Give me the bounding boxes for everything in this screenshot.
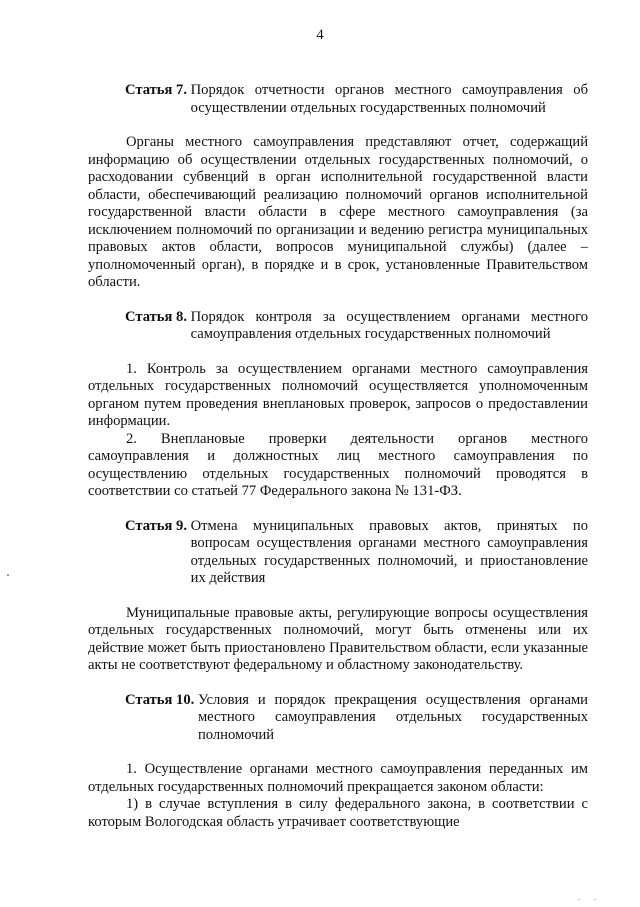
scan-speck [7,574,9,576]
article-9-heading [88,518,588,588]
article-9-paragraph-1: Муниципальные правовые акты, регулирующие вопросы осуществления отдельных государственных полномочий, могут быть отменены или их действие может быть приостановлено Правительством области, если указанные акты не соответствуют федеральному и областному законодательству. [88,604,588,673]
article-7-paragraph-1: Органы местного самоуправления представляют отчет, содержащий информацию об осуществлении отдельных государственных полномочий, о расходовании субвенций в орган исполнительной государственной власти области, обеспечивающий реализацию полномочий органов исполнительной государственной власти области в сфере местного самоуправления (за исключением полномочий по организации и ведению регистра муниципальных правовых актов области, вопросов муниципальной службы) (далее – уполномоченный орган), в порядке и в срок, установленные Правительством области. [88,134,588,290]
article-8-heading [88,309,588,344]
article-10-label: Статья 10. [125,691,198,708]
article-10-title: Условия и порядок прекращения осуществления органами местного самоуправления отдельных государственных полномочий [197,691,588,743]
article-8-paragraph-2: 2. Внеплановые проверки деятельности органов местного самоуправления и должностных лиц местного самоуправления по осуществлению отдельных государственных полномочий проводятся в соответствии со статьей 77 Федерального закона № 131-ФЗ. [88,430,588,499]
article-8-paragraph-1: 1. Контроль за осуществлением органами местного самоуправления отдельных государственных полномочий осуществляется уполномоченным органом путем проведения внеплановых проверок, запросов о предоставлении информации. [88,360,588,429]
article-8-label: Статья 8. [125,308,191,325]
article-10-paragraph-2: 1) в случае вступления в силу федерального закона, в соответствии с которым Вологодская область утрачивает соответствующие [88,796,588,830]
article-9-label: Статья 9. [125,517,191,534]
article-10-paragraph-1: 1. Осуществление органами местного самоуправления переданных им отдельных государственных полномочий прекращается законом области: [88,761,588,795]
article-7-label: Статья 7. [125,82,191,98]
scan-artifact-dots: . . [578,893,602,902]
article-8-title: Порядок контроля за осуществлением органами местного самоуправления отдельных государственных полномочий [190,308,588,342]
page-number: 4 [316,27,324,43]
article-9-title: Отмена муниципальных правовых актов, принятых по вопросам осуществления органами местного самоуправления отдельных государственных полномочий, и приостановление их действия [190,517,588,586]
article-7-title: Порядок отчетности органов местного самоуправления об осуществлении отдельных государственных полномочий [190,82,588,116]
document-body [88,82,588,831]
article-10-heading [88,692,588,745]
article-7-heading [88,82,588,117]
